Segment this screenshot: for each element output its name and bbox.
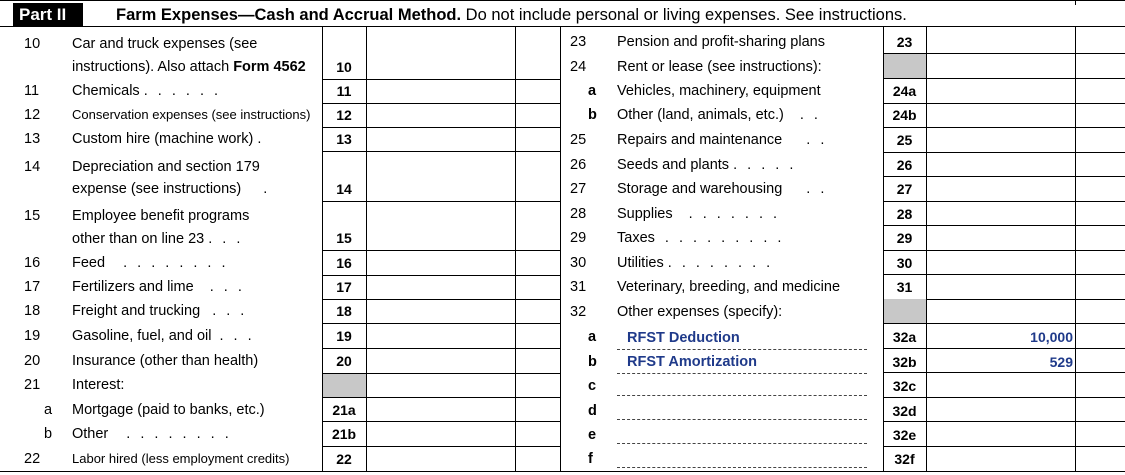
box-32c: 32c — [892, 378, 917, 394]
line-number-29: 29 — [570, 230, 587, 246]
box-21a: 21a — [332, 402, 356, 418]
box-32b: 32b — [892, 354, 917, 370]
line-15-text-2: other than on line 23 — [72, 231, 205, 247]
shaded-cell-32 — [884, 299, 926, 323]
input-24b[interactable] — [927, 103, 1075, 127]
line-31-desc: Veterinary, breeding, and medicine — [617, 279, 841, 295]
box-32d: 32d — [892, 403, 917, 419]
line-number-32f: f — [588, 451, 593, 467]
amount-32b[interactable]: 529 — [1049, 354, 1073, 370]
line-number-11: 11 — [24, 83, 40, 99]
shaded-cell-21 — [323, 374, 366, 397]
line-22-desc: Labor hired (less employment credits) — [72, 451, 290, 466]
line-29-desc — [617, 226, 877, 250]
line-number-32c: c — [588, 378, 597, 394]
line-14-text-2: expense (see instructions) — [72, 181, 242, 197]
box-20: 20 — [336, 353, 352, 369]
line-25-desc — [617, 128, 877, 152]
left-rule — [322, 201, 560, 202]
input-21b[interactable] — [367, 422, 515, 446]
line-24b-dots: . . — [799, 107, 821, 123]
line-number-30: 30 — [570, 255, 587, 271]
input-19[interactable] — [367, 324, 515, 348]
box-10: 10 — [336, 59, 352, 75]
specify-32a-field[interactable]: RFST Deduction — [617, 327, 867, 350]
form-4562-ref: Form 4562 — [233, 59, 306, 75]
box-31: 31 — [896, 279, 913, 295]
part-label: Part II — [13, 3, 83, 26]
input-26[interactable] — [927, 153, 1075, 177]
box-22: 22 — [336, 451, 352, 467]
input-12[interactable] — [367, 103, 515, 127]
line-21-desc: Interest: — [72, 377, 125, 393]
line-11-desc — [72, 79, 312, 103]
line-number-10: 10 — [24, 36, 41, 52]
input-16[interactable] — [367, 251, 515, 275]
line-number-32b: b — [588, 354, 597, 370]
box-23: 23 — [896, 34, 913, 50]
line-number-14: 14 — [24, 159, 41, 175]
line-27-desc — [617, 177, 877, 201]
line-number-18: 18 — [24, 303, 41, 319]
input-14[interactable] — [367, 177, 515, 201]
box-32e: 32e — [892, 427, 917, 443]
line-21b-text: Other — [72, 426, 109, 442]
amount-32a[interactable]: 10,000 — [1030, 329, 1073, 345]
line-16-desc — [72, 251, 312, 275]
section-instructions: Do not include personal or living expenses. See instructions. — [465, 6, 907, 24]
header-rule — [0, 26, 1125, 27]
line-number-21: 21 — [24, 377, 41, 393]
input-23[interactable] — [927, 29, 1075, 53]
specify-32e-field[interactable] — [617, 422, 867, 444]
line-14-dots: . — [263, 181, 271, 197]
line-29-text: Taxes — [617, 230, 655, 246]
line-number-12: 12 — [24, 107, 41, 123]
line-number-16: 16 — [24, 255, 41, 271]
line-10-text-1: Car and truck expenses (see — [72, 36, 258, 52]
input-10[interactable] — [367, 54, 515, 78]
line-11-text: Chemicals — [72, 83, 140, 99]
box-30: 30 — [896, 255, 913, 271]
line-24-desc: Rent or lease (see instructions): — [617, 59, 822, 75]
section-title — [116, 4, 907, 26]
input-20[interactable] — [367, 349, 515, 373]
column-divider — [560, 27, 561, 471]
line-14-desc-1: Depreciation and section 179 — [72, 159, 260, 175]
input-13[interactable] — [367, 127, 515, 151]
line-13-desc: Custom hire (machine work) . — [72, 131, 262, 147]
line-23-desc: Pension and profit-sharing plans — [617, 34, 825, 50]
line-18-text: Freight and trucking — [72, 303, 201, 319]
line-26-text: Seeds and plants — [617, 157, 730, 173]
line-number-32d: d — [588, 403, 597, 419]
box-15: 15 — [336, 230, 352, 246]
line-number-20: 20 — [24, 353, 41, 369]
input-15[interactable] — [367, 226, 515, 250]
input-27[interactable] — [927, 177, 1075, 201]
line-30-text: Utilities — [617, 255, 664, 271]
line-10-text-2: instructions). Also attach — [72, 59, 234, 75]
line-number-19: 19 — [24, 328, 41, 344]
line-number-32a: a — [588, 329, 597, 345]
input-30[interactable] — [927, 251, 1075, 275]
box-26: 26 — [896, 157, 913, 173]
line-19-dots: . . . — [219, 328, 255, 344]
box-24b: 24b — [892, 107, 917, 123]
shaded-cell-24 — [884, 54, 926, 78]
input-32d[interactable] — [927, 399, 1075, 423]
input-21a[interactable] — [367, 398, 515, 422]
line-number-27: 27 — [570, 181, 587, 197]
line-30-dots: . . . . . . . . — [667, 255, 774, 271]
input-24a[interactable] — [927, 79, 1075, 103]
line-18-dots: . . . — [212, 303, 248, 319]
line-28-desc — [617, 202, 877, 226]
box-24a: 24a — [892, 83, 917, 99]
specify-32c-field[interactable] — [617, 374, 867, 396]
line-15-desc-1: Employee benefit programs — [72, 208, 250, 224]
line-number-28: 28 — [570, 206, 587, 222]
box-32f: 32f — [894, 451, 915, 467]
specify-32d-field[interactable] — [617, 398, 867, 420]
right-rule — [883, 323, 1125, 324]
input-22[interactable] — [367, 447, 515, 471]
line-number-31: 31 — [570, 279, 587, 295]
box-29: 29 — [896, 230, 913, 246]
line-number-24a: a — [588, 83, 597, 99]
box-18: 18 — [336, 303, 352, 319]
line-17-desc — [72, 275, 312, 299]
box-25: 25 — [896, 132, 913, 148]
input-11[interactable] — [367, 79, 515, 103]
line-number-13: 13 — [24, 131, 41, 147]
input-32f[interactable] — [927, 447, 1075, 471]
right-cents-divider — [1075, 27, 1076, 471]
line-27-dots: . . — [806, 181, 828, 197]
line-14-desc-2 — [72, 177, 312, 201]
line-29-dots: . . . . . . . . . — [664, 230, 785, 246]
box-27: 27 — [896, 181, 913, 197]
line-10-desc-2 — [72, 55, 312, 79]
box-32a: 32a — [892, 329, 917, 345]
specify-32b-field[interactable]: RFST Amortization — [617, 351, 867, 374]
line-number-25: 25 — [570, 132, 587, 148]
line-number-23: 23 — [570, 34, 587, 50]
input-25[interactable] — [927, 128, 1075, 152]
line-24a-desc: Vehicles, machinery, equipment — [617, 83, 821, 99]
line-number-15: 15 — [24, 208, 41, 224]
input-28[interactable] — [927, 202, 1075, 226]
line-11-dots: . . . . . . — [143, 83, 222, 99]
line-number-21a: a — [44, 402, 53, 418]
line-25-text: Repairs and maintenance — [617, 132, 783, 148]
line-30-desc — [617, 251, 877, 275]
line-number-24b: b — [588, 107, 597, 123]
line-10-desc-1 — [72, 32, 308, 56]
line-number-32e: e — [588, 427, 597, 443]
line-16-dots: . . . . . . . . — [123, 255, 229, 271]
box-16: 16 — [336, 255, 352, 271]
line-12-desc: Conservation expenses (see instructions) — [72, 107, 311, 122]
line-28-text: Supplies — [617, 206, 673, 222]
line-21a-desc: Mortgage (paid to banks, etc.) — [72, 402, 265, 418]
line-number-24: 24 — [570, 59, 587, 75]
line-17-dots: . . . — [209, 279, 245, 295]
input-32c[interactable] — [927, 374, 1075, 398]
line-number-21b: b — [44, 426, 53, 442]
input-17[interactable] — [367, 275, 515, 299]
line-21b-dots: . . . . . . . . — [126, 426, 232, 442]
header-column-tick — [1075, 0, 1076, 5]
line-17-text: Fertilizers and lime — [72, 279, 194, 295]
box-14: 14 — [336, 181, 352, 197]
line-21b-desc — [72, 422, 312, 446]
box-11: 11 — [336, 83, 352, 99]
input-32e[interactable] — [927, 423, 1075, 447]
line-18-desc — [72, 299, 312, 323]
left-rule — [322, 151, 560, 152]
input-31[interactable] — [927, 275, 1075, 299]
specify-32f-field[interactable] — [617, 446, 867, 468]
line-25-dots: . . — [806, 132, 828, 148]
top-rule — [0, 0, 1125, 1]
line-27-text: Storage and warehousing — [617, 181, 783, 197]
line-number-26: 26 — [570, 157, 587, 173]
box-28: 28 — [896, 206, 913, 222]
box-19: 19 — [336, 328, 352, 344]
line-20-desc: Insurance (other than health) — [72, 353, 259, 369]
line-number-17: 17 — [24, 279, 41, 295]
line-26-dots: . . . . . — [733, 157, 797, 173]
line-16-text: Feed — [72, 255, 106, 271]
input-29[interactable] — [927, 226, 1075, 250]
line-15-dots: . . . — [208, 231, 244, 247]
line-24b-desc — [617, 103, 877, 127]
box-12: 12 — [336, 107, 352, 123]
bottom-rule — [0, 471, 1125, 472]
section-title-bold: Farm Expenses—Cash and Accrual Method. — [116, 6, 462, 24]
line-26-desc — [617, 153, 877, 177]
box-13: 13 — [336, 131, 352, 147]
box-17: 17 — [336, 279, 352, 295]
line-19-text: Gasoline, fuel, and oil — [72, 328, 212, 344]
line-32-desc: Other expenses (specify): — [617, 304, 783, 320]
left-cents-divider — [515, 27, 516, 471]
input-18[interactable] — [367, 299, 515, 323]
line-28-dots: . . . . . . . — [688, 206, 781, 222]
line-number-32: 32 — [570, 304, 587, 320]
line-24b-text: Other (land, animals, etc.) — [617, 107, 784, 123]
line-19-desc — [72, 324, 312, 348]
line-number-22: 22 — [24, 451, 41, 467]
line-15-desc-2 — [72, 227, 312, 251]
box-21b: 21b — [331, 426, 357, 442]
